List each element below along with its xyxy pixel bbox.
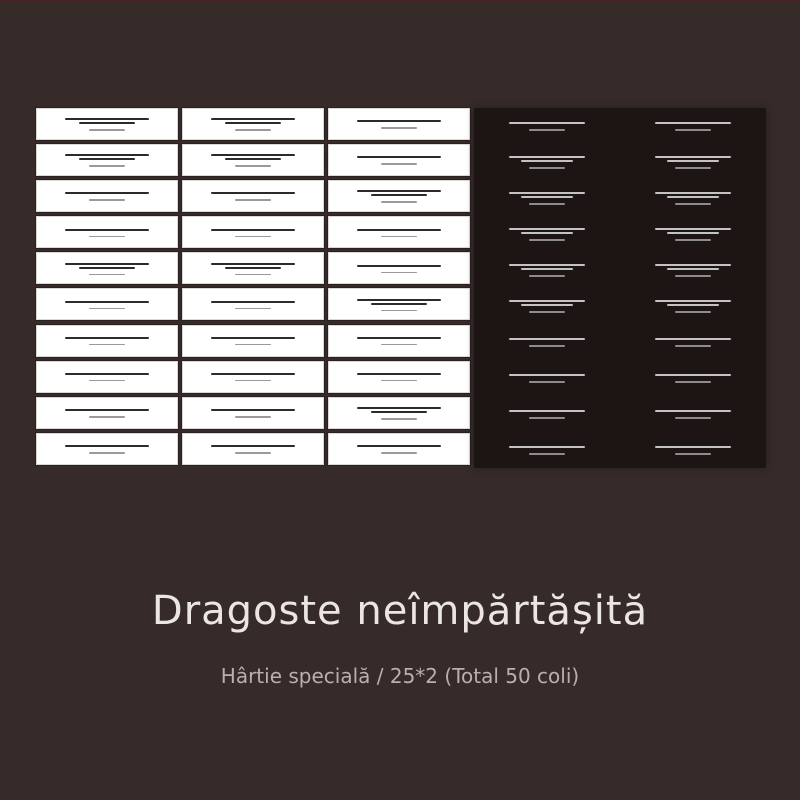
- white-sticker-card: [328, 433, 470, 465]
- white-sticker-card: [182, 108, 324, 140]
- black-sticker-card: [620, 180, 766, 216]
- card-signature-line: [529, 381, 564, 383]
- card-text-line: [655, 122, 731, 124]
- card-signature-line: [381, 452, 417, 454]
- card-signature-line: [235, 344, 271, 346]
- black-sticker-card: [474, 396, 620, 432]
- card-text-line: [655, 410, 731, 412]
- card-signature-line: [381, 418, 417, 420]
- card-text-line: [211, 118, 295, 120]
- card-signature-line: [235, 308, 271, 310]
- card-text-line: [65, 118, 149, 120]
- sticker-sheet-preview: [36, 108, 766, 468]
- white-card-column-3: [328, 108, 470, 469]
- black-sticker-card: [474, 144, 620, 180]
- card-text-line: [655, 300, 731, 302]
- card-text-line: [509, 300, 585, 302]
- card-text-line: [65, 154, 149, 156]
- product-subtitle: Hârtie specială / 25*2 (Total 50 coli): [220, 664, 580, 688]
- card-signature-line: [381, 236, 417, 238]
- card-text-line: [667, 196, 720, 198]
- card-signature-line: [529, 239, 564, 241]
- card-signature-line: [89, 165, 125, 167]
- black-card-column-1: [474, 108, 620, 468]
- card-signature-line: [235, 165, 271, 167]
- card-text-line: [357, 299, 441, 301]
- card-signature-line: [89, 308, 125, 310]
- black-sticker-card: [474, 216, 620, 252]
- card-text-line: [65, 301, 149, 303]
- card-text-line: [357, 120, 441, 122]
- card-signature-line: [675, 275, 710, 277]
- card-text-line: [521, 196, 574, 198]
- card-signature-line: [381, 380, 417, 382]
- black-sticker-card: [474, 432, 620, 468]
- card-text-line: [65, 373, 149, 375]
- card-text-line: [357, 407, 441, 409]
- white-sticker-card: [36, 361, 178, 393]
- card-signature-line: [381, 344, 417, 346]
- black-sticker-card: [620, 324, 766, 360]
- card-text-line: [667, 268, 720, 270]
- card-text-line: [357, 337, 441, 339]
- card-text-line: [211, 337, 295, 339]
- card-signature-line: [529, 311, 564, 313]
- card-signature-line: [89, 380, 125, 382]
- white-card-column-1: [36, 108, 178, 469]
- white-sticker-card: [36, 325, 178, 357]
- card-text-line: [521, 304, 574, 306]
- black-sticker-card: [474, 288, 620, 324]
- black-sticker-card: [620, 360, 766, 396]
- card-signature-line: [235, 199, 271, 201]
- white-sticker-card: [328, 180, 470, 212]
- card-signature-line: [529, 453, 564, 455]
- card-signature-line: [529, 203, 564, 205]
- card-text-line: [65, 263, 149, 265]
- black-sticker-card: [474, 324, 620, 360]
- card-text-line: [667, 160, 720, 162]
- black-sticker-card: [474, 108, 620, 144]
- card-text-line: [371, 194, 427, 196]
- card-signature-line: [89, 199, 125, 201]
- card-text-line: [521, 232, 574, 234]
- white-sticker-card: [182, 216, 324, 248]
- card-signature-line: [235, 416, 271, 418]
- card-signature-line: [89, 274, 125, 276]
- white-sticker-card: [182, 433, 324, 465]
- card-text-line: [521, 268, 574, 270]
- black-card-column-2: [620, 108, 766, 468]
- white-sticker-card: [328, 252, 470, 284]
- card-text-line: [211, 301, 295, 303]
- card-text-line: [655, 446, 731, 448]
- card-text-line: [371, 411, 427, 413]
- white-sticker-card: [36, 288, 178, 320]
- white-sticker-card: [36, 144, 178, 176]
- card-text-line: [655, 264, 731, 266]
- card-signature-line: [235, 274, 271, 276]
- white-sticker-card: [182, 361, 324, 393]
- card-text-line: [655, 374, 731, 376]
- white-card-column-2: [182, 108, 324, 469]
- card-signature-line: [675, 381, 710, 383]
- card-text-line: [65, 445, 149, 447]
- white-sticker-card: [36, 433, 178, 465]
- card-text-line: [521, 160, 574, 162]
- card-signature-line: [89, 452, 125, 454]
- card-text-line: [65, 337, 149, 339]
- card-text-line: [509, 374, 585, 376]
- top-border-line: [0, 0, 800, 2]
- card-text-line: [211, 373, 295, 375]
- black-sticker-card: [620, 432, 766, 468]
- white-sticker-card: [328, 144, 470, 176]
- card-signature-line: [381, 127, 417, 129]
- card-signature-line: [235, 452, 271, 454]
- card-text-line: [79, 267, 135, 269]
- card-signature-line: [381, 163, 417, 165]
- card-signature-line: [675, 311, 710, 313]
- black-sticker-card: [620, 108, 766, 144]
- card-text-line: [667, 304, 720, 306]
- white-sticker-card: [328, 288, 470, 320]
- white-sticker-card: [182, 144, 324, 176]
- white-sticker-card: [182, 397, 324, 429]
- card-signature-line: [675, 453, 710, 455]
- card-text-line: [357, 445, 441, 447]
- card-text-line: [509, 338, 585, 340]
- white-sticker-card: [36, 397, 178, 429]
- white-sticker-card: [182, 288, 324, 320]
- card-signature-line: [89, 344, 125, 346]
- card-signature-line: [529, 167, 564, 169]
- card-text-line: [509, 122, 585, 124]
- white-sticker-card: [328, 397, 470, 429]
- card-signature-line: [529, 417, 564, 419]
- card-signature-line: [235, 129, 271, 131]
- card-text-line: [211, 409, 295, 411]
- card-text-line: [65, 192, 149, 194]
- white-sticker-card: [182, 325, 324, 357]
- card-text-line: [655, 228, 731, 230]
- white-sticker-card: [182, 180, 324, 212]
- white-sticker-card: [182, 252, 324, 284]
- card-signature-line: [675, 345, 710, 347]
- card-text-line: [509, 192, 585, 194]
- card-signature-line: [675, 129, 710, 131]
- black-sticker-card: [620, 252, 766, 288]
- card-signature-line: [381, 272, 417, 274]
- card-signature-line: [675, 417, 710, 419]
- card-text-line: [211, 229, 295, 231]
- card-signature-line: [89, 236, 125, 238]
- white-sticker-card: [328, 325, 470, 357]
- card-text-line: [65, 409, 149, 411]
- card-text-line: [357, 265, 441, 267]
- card-text-line: [371, 303, 427, 305]
- white-sticker-card: [36, 216, 178, 248]
- card-text-line: [357, 373, 441, 375]
- black-card-panel: [474, 108, 766, 468]
- black-sticker-card: [620, 288, 766, 324]
- card-text-line: [509, 156, 585, 158]
- black-sticker-card: [474, 180, 620, 216]
- card-text-line: [509, 264, 585, 266]
- card-signature-line: [89, 416, 125, 418]
- black-sticker-card: [620, 144, 766, 180]
- card-signature-line: [89, 129, 125, 131]
- white-sticker-card: [328, 108, 470, 140]
- card-text-line: [65, 229, 149, 231]
- card-text-line: [211, 154, 295, 156]
- card-text-line: [357, 156, 441, 158]
- card-signature-line: [675, 239, 710, 241]
- product-title: Dragoste neîmpărtășită: [151, 588, 649, 634]
- card-signature-line: [381, 310, 417, 312]
- card-text-line: [225, 158, 281, 160]
- white-sticker-card: [328, 361, 470, 393]
- white-sticker-card: [36, 252, 178, 284]
- card-text-line: [357, 229, 441, 231]
- black-sticker-card: [474, 360, 620, 396]
- card-signature-line: [235, 380, 271, 382]
- card-text-line: [509, 410, 585, 412]
- card-text-line: [211, 263, 295, 265]
- card-signature-line: [235, 236, 271, 238]
- card-text-line: [211, 192, 295, 194]
- card-text-line: [225, 267, 281, 269]
- card-text-line: [79, 158, 135, 160]
- white-sticker-card: [328, 216, 470, 248]
- card-signature-line: [381, 201, 417, 203]
- black-sticker-card: [620, 216, 766, 252]
- card-text-line: [225, 122, 281, 124]
- card-text-line: [211, 445, 295, 447]
- black-sticker-card: [620, 396, 766, 432]
- card-text-line: [357, 190, 441, 192]
- card-text-line: [509, 446, 585, 448]
- card-text-line: [79, 122, 135, 124]
- card-signature-line: [675, 167, 710, 169]
- white-sticker-card: [36, 108, 178, 140]
- white-sticker-card: [36, 180, 178, 212]
- card-signature-line: [529, 129, 564, 131]
- card-text-line: [655, 156, 731, 158]
- card-text-line: [655, 338, 731, 340]
- card-text-line: [655, 192, 731, 194]
- card-signature-line: [529, 275, 564, 277]
- black-sticker-card: [474, 252, 620, 288]
- card-text-line: [509, 228, 585, 230]
- card-signature-line: [529, 345, 564, 347]
- card-text-line: [667, 232, 720, 234]
- card-signature-line: [675, 203, 710, 205]
